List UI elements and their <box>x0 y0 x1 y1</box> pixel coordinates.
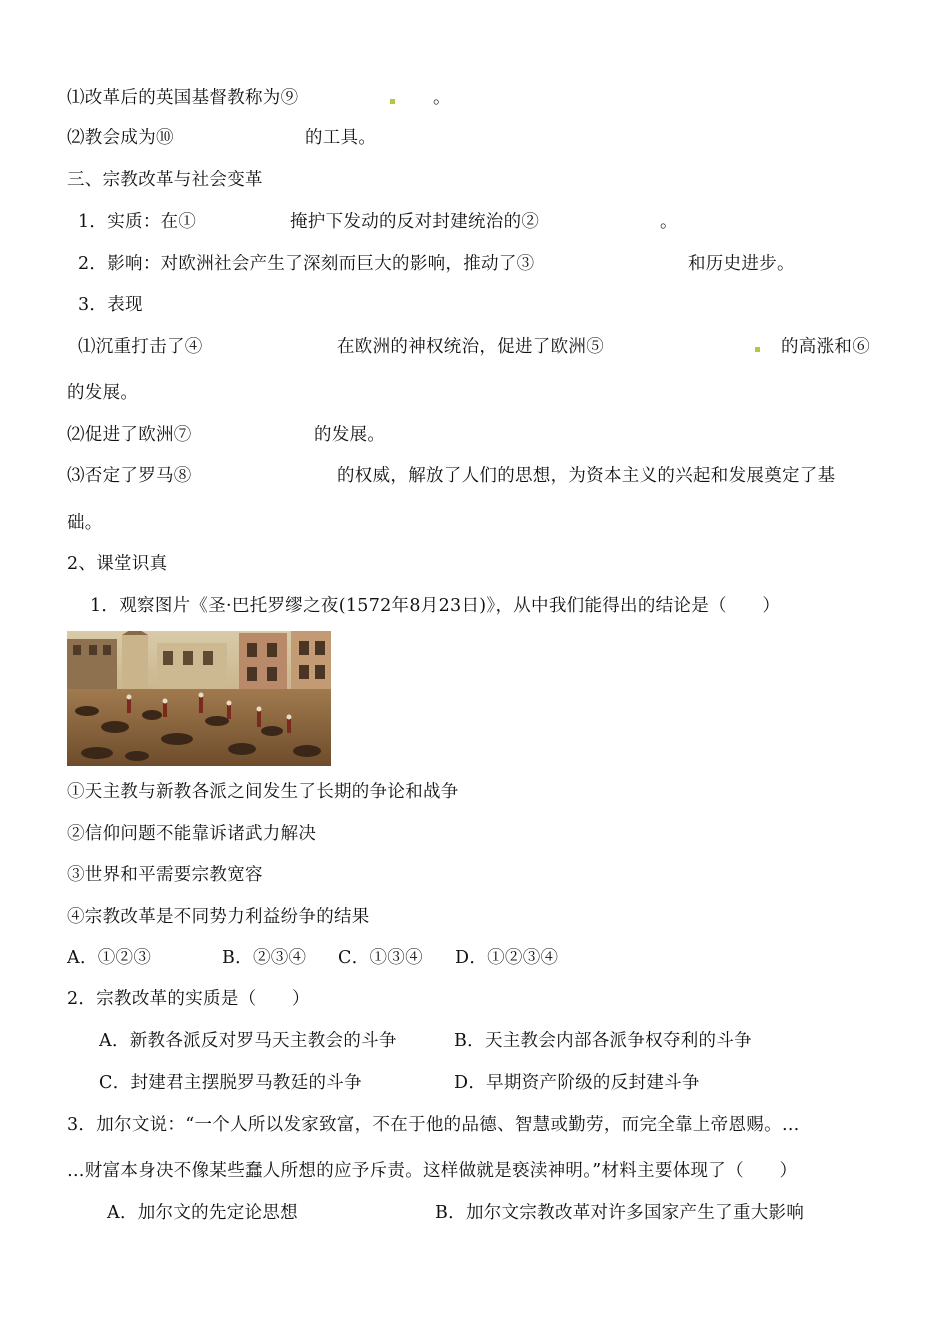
q1-option-c[interactable]: C．①③④ <box>338 948 423 968</box>
manifestation-heading: 3．表现 <box>78 295 143 315</box>
highlight-marker <box>755 347 760 352</box>
manifest-2-start: ⑵促进了欧洲⑦ <box>67 425 192 445</box>
manifest-1-end: 的高涨和⑥ <box>781 337 870 357</box>
section-heading: 三、宗教改革与社会变革 <box>67 170 263 190</box>
manifest-1-start: ⑴沉重打击了④ <box>78 337 203 357</box>
q1-option-d[interactable]: D．①②③④ <box>455 948 559 968</box>
q2-option-a[interactable]: A．新教各派反对罗马天主教会的斗争 <box>99 1031 397 1051</box>
q2-option-c[interactable]: C．封建君主摆脱罗马教廷的斗争 <box>99 1073 362 1093</box>
essence-line-start: 1．实质：在① <box>78 212 197 232</box>
q1-option-b[interactable]: B．②③④ <box>222 948 307 968</box>
highlight-marker <box>390 99 395 104</box>
q1-option-a[interactable]: A．①②③ <box>67 948 152 968</box>
manifest-2-end: 的发展。 <box>314 425 386 445</box>
impact-line-start: 2．影响：对欧洲社会产生了深刻而巨大的影响，推动了③ <box>78 254 535 274</box>
manifest-3-cont: 础。 <box>67 513 103 533</box>
question-1: 1．观察图片《圣·巴托罗缪之夜(1572年8月23日)》，从中我们能得出的结论是（ ） <box>90 596 781 616</box>
fill-line-10: ⑵教会成为⑩ <box>67 128 174 148</box>
fill-line-9 <box>67 86 298 110</box>
question-3-line-2: …财富本身决不像某些蠢人所想的应予斥责。这样做就是亵渎神明。”材料主要体现了（ ） <box>67 1161 798 1181</box>
manifest-1-cont: 的发展。 <box>67 383 139 403</box>
q3-option-b[interactable]: B．加尔文宗教改革对许多国家产生了重大影响 <box>435 1203 805 1223</box>
q2-option-d[interactable]: D．早期资产阶级的反封建斗争 <box>454 1073 700 1093</box>
q1-item-2: ②信仰问题不能靠诉诸武力解决 <box>67 824 317 844</box>
manifest-3-start: ⑶否定了罗马⑧ <box>67 466 192 486</box>
fill-line-9-end: 。 <box>433 88 451 108</box>
q1-item-3: ③世界和平需要宗教宽容 <box>67 865 263 885</box>
question-3-line-1: 3．加尔文说：“一个人所以发家致富，不在于他的品德、智慧或勤劳，而完全靠上帝恩赐。… <box>67 1115 800 1135</box>
q1-item-1: ①天主教与新教各派之间发生了长期的争论和战争 <box>67 782 459 802</box>
essence-line-end: 。 <box>660 212 678 232</box>
question-2: 2．宗教改革的实质是（ ） <box>67 989 310 1009</box>
manifest-3-mid: 的权威，解放了人们的思想，为资本主义的兴起和发展奠定了基 <box>337 466 836 486</box>
text: ⑴改革后的英国基督教称为⑨ <box>67 88 299 108</box>
fill-line-10-end: 的工具。 <box>305 128 377 148</box>
manifest-1-mid: 在欧洲的神权统治，促进了欧洲⑤ <box>337 337 604 357</box>
impact-line-end: 和历史进步。 <box>688 254 795 274</box>
q3-option-a[interactable]: A．加尔文的先定论思想 <box>107 1203 298 1223</box>
q1-item-4: ④宗教改革是不同势力利益纷争的结果 <box>67 907 370 927</box>
essence-line-mid: 掩护下发动的反对封建统治的② <box>290 212 540 232</box>
classroom-heading: 2、课堂识真 <box>67 554 168 574</box>
st-bartholomew-painting <box>67 631 331 766</box>
q2-option-b[interactable]: B．天主教会内部各派争权夺利的斗争 <box>454 1031 752 1051</box>
